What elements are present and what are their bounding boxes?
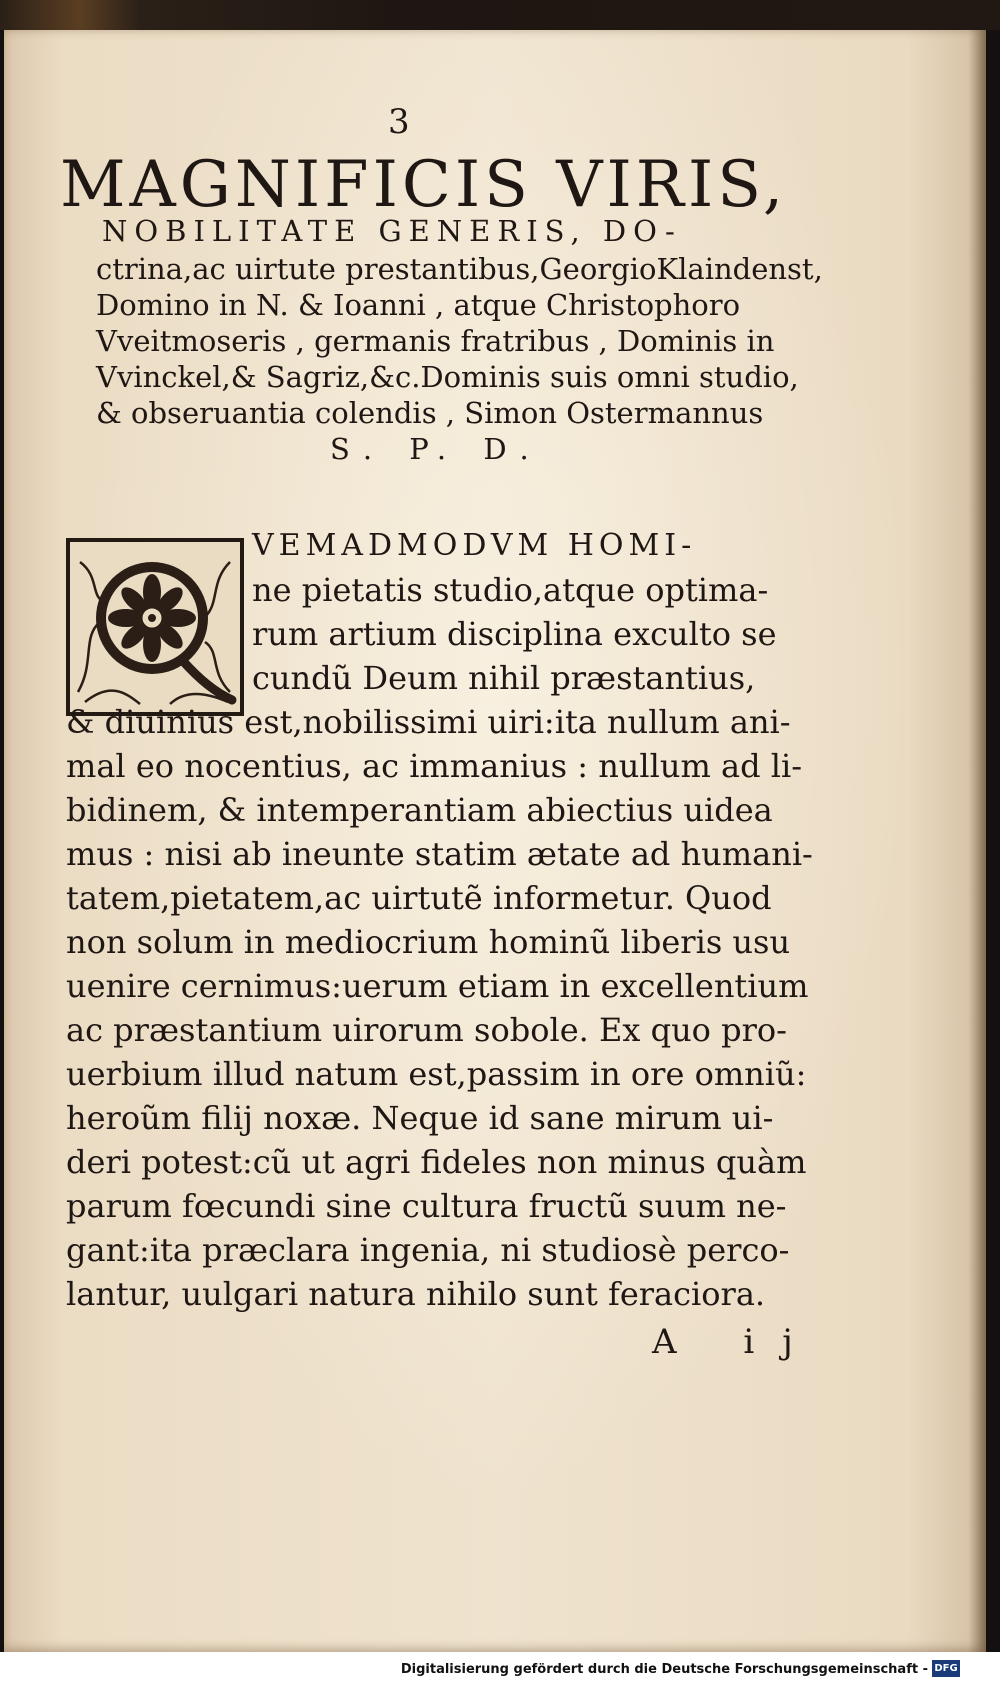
body-line: lantur, uulgari natura nihilo sunt feraciora. [66, 1275, 766, 1313]
page-edge-shadow [968, 30, 986, 1652]
body-line: uerbium illud natum est,passim in ore omniũ: [66, 1055, 807, 1093]
body-line: heroũm filij noxæ. Neque id sane mirum ui- [66, 1099, 774, 1137]
page-number: 3 [388, 102, 410, 142]
body-line: non solum in mediocrium hominũ liberis usu [66, 923, 791, 961]
body-line: bidinem, & intemperantiam abiectius uidea [66, 791, 773, 829]
dedication-line: ctrina,ac uirtute prestantibus,GeorgioKlaindenst, [96, 252, 823, 286]
body-line: & diuinius est,nobilissimi uiri:ita nullum ani- [66, 703, 791, 741]
body-line: VEMADMODVM HOMI- [252, 528, 697, 563]
book-binding-strip [0, 0, 1000, 30]
dedication-line: Domino in N. & Ioanni , atque Christophoro [96, 288, 741, 322]
decorated-initial-q [66, 538, 244, 716]
body-line: cundũ Deum nihil præstantius, [252, 659, 756, 697]
body-line: mus : nisi ab ineunte statim ætate ad humani- [66, 835, 813, 873]
dedication-line: Vvinckel,& Sagriz,&c.Dominis suis omni studio, [96, 360, 799, 394]
body-line: deri potest:cũ ut agri fideles non minus quàm [66, 1143, 807, 1181]
funding-credit: Digitalisierung gefördert durch die Deutsche Forschungsgemeinschaft - [400, 1662, 928, 1677]
ornament-initial-icon [70, 542, 240, 712]
body-line: uenire cernimus:uerum etiam in excellentium [66, 967, 809, 1005]
body-line: gant:ita præclara ingenia, ni studiosè perco- [66, 1231, 790, 1269]
dfg-logo: DFG [932, 1660, 960, 1677]
body-line: parum fœcundi sine cultura fructũ suum ne- [66, 1187, 787, 1225]
signature-mark: A ij [652, 1322, 821, 1362]
body-line: mal eo nocentius, ac immanius : nullum ad li- [66, 747, 803, 785]
dedication-line: Vveitmoseris , germanis fratribus , Dominis in [96, 324, 775, 358]
body-line: rum artium disciplina exculto se [252, 615, 777, 653]
body-line: ac præstantium uirorum sobole. Ex quo pro- [66, 1011, 787, 1049]
dedication-line: NOBILITATE GENERIS, DO- [102, 214, 682, 248]
body-line: tatem,pietatem,ac uirtutẽ informetur. Quod [66, 879, 772, 917]
body-line: ne pietatis studio,atque optima- [252, 571, 769, 609]
book-page [4, 30, 986, 1652]
dedication-line: & obseruantia colendis , Simon Ostermannus [96, 396, 764, 430]
dedication-closing: S. P. D. [330, 432, 543, 466]
page-title: MAGNIFICIS VIRIS, [60, 148, 788, 222]
